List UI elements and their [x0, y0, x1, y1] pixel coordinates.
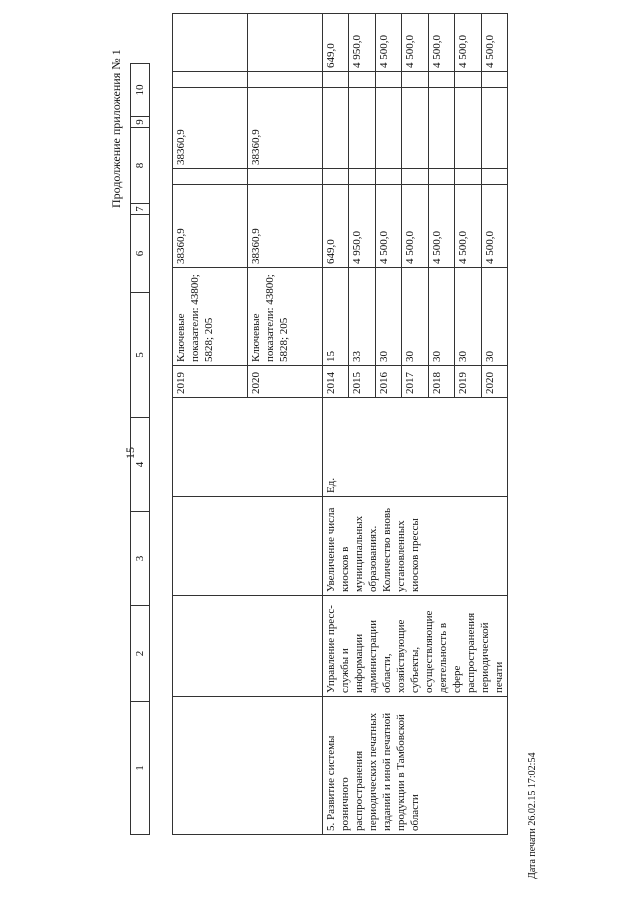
- data-table: [172, 13, 508, 835]
- cell-col8: [375, 88, 401, 169]
- cell-year: 2014: [323, 366, 349, 398]
- cell-empty: [173, 596, 323, 697]
- cell-indicator: Ключевые показатели: 43800; 5828; 205: [173, 268, 248, 366]
- table-row: [173, 14, 248, 835]
- cell-value: 15: [323, 268, 349, 366]
- cell-col9: [248, 72, 323, 88]
- cell-col9: [481, 72, 507, 88]
- continuation-label: Продолжение приложения № 1: [109, 49, 123, 208]
- cell-col7: [173, 169, 248, 185]
- table-row: [323, 14, 349, 835]
- section-name: 5. Развитие системы розничного распространения периодических печатных изданий и иной печатной продукции в Тамбовской области: [323, 697, 508, 835]
- cell-indicator: Ключевые показатели: 43800; 5828; 205: [248, 268, 323, 366]
- cell-col9: [173, 72, 248, 88]
- cell-col6: 38360,9: [248, 185, 323, 268]
- cell-col7: [375, 169, 401, 185]
- cell-empty: [173, 497, 323, 596]
- cell-col7: [349, 169, 375, 185]
- col-header-1: 1: [131, 702, 150, 835]
- cell-col9: [375, 72, 401, 88]
- cell-col7: [402, 169, 428, 185]
- cell-col8: [349, 88, 375, 169]
- cell-col8: [402, 88, 428, 169]
- cell-year: 2019: [455, 366, 481, 398]
- cell-col8: [323, 88, 349, 169]
- col-header-5: 5: [131, 293, 150, 418]
- cell-col9: [349, 72, 375, 88]
- column-header-row: [131, 64, 150, 835]
- page-number: 15: [123, 447, 137, 459]
- cell-col7: [428, 169, 454, 185]
- cell-col6: 4 500,0: [428, 185, 454, 268]
- cell-col8: 38360,9: [173, 88, 248, 169]
- col-header-7: 7: [131, 204, 150, 215]
- cell-col6: 4 500,0: [481, 185, 507, 268]
- cell-col8: [455, 88, 481, 169]
- cell-empty: [173, 398, 323, 497]
- cell-value: 30: [481, 268, 507, 366]
- cell-col7: [481, 169, 507, 185]
- col-header-9: 9: [131, 117, 150, 128]
- cell-col6: 4 950,0: [349, 185, 375, 268]
- cell-year: 2020: [248, 366, 323, 398]
- cell-col6: 38360,9: [173, 185, 248, 268]
- cell-col6: 4 500,0: [375, 185, 401, 268]
- cell-year: 2018: [428, 366, 454, 398]
- cell-col7: [323, 169, 349, 185]
- cell-empty: [173, 697, 323, 835]
- column-header-table: [130, 63, 150, 835]
- cell-col9: [323, 72, 349, 88]
- cell-col6: 4 500,0: [455, 185, 481, 268]
- cell-col6: 4 500,0: [402, 185, 428, 268]
- cell-value: 30: [428, 268, 454, 366]
- cell-col10: 4 500,0: [428, 14, 454, 72]
- cell-col9: [455, 72, 481, 88]
- col-header-4: 4: [131, 418, 150, 512]
- cell-col7: [248, 169, 323, 185]
- section-executor: Управление пресс-службы и информации администрации области, хозяйствующие субъекты, осуществляющие деятельность в сфере распространения периодической печати: [323, 596, 508, 697]
- section-indicator: Увеличение числа киосков в муниципальных образованиях. Количество вновь установленных киосков прессы: [323, 497, 508, 596]
- cell-col10: [248, 14, 323, 72]
- section-unit: Ед.: [323, 398, 508, 497]
- cell-col9: [402, 72, 428, 88]
- cell-year: 2017: [402, 366, 428, 398]
- cell-value: 30: [402, 268, 428, 366]
- cell-year: 2020: [481, 366, 507, 398]
- cell-col7: [455, 169, 481, 185]
- cell-value: 30: [375, 268, 401, 366]
- cell-year: 2015: [349, 366, 375, 398]
- cell-col10: 4 500,0: [455, 14, 481, 72]
- col-header-10: 10: [131, 64, 150, 117]
- col-header-6: 6: [131, 215, 150, 293]
- cell-year: 2016: [375, 366, 401, 398]
- cell-col6: 649,0: [323, 185, 349, 268]
- cell-col9: [428, 72, 454, 88]
- cell-col10: 4 950,0: [349, 14, 375, 72]
- cell-col10: 4 500,0: [481, 14, 507, 72]
- cell-col8: [428, 88, 454, 169]
- cell-col8: 38360,9: [248, 88, 323, 169]
- cell-col10: 649,0: [323, 14, 349, 72]
- cell-col10: 4 500,0: [375, 14, 401, 72]
- col-header-8: 8: [131, 128, 150, 204]
- cell-value: 30: [455, 268, 481, 366]
- col-header-3: 3: [131, 512, 150, 606]
- cell-value: 33: [349, 268, 375, 366]
- cell-col10: [173, 14, 248, 72]
- cell-col8: [481, 88, 507, 169]
- col-header-2: 2: [131, 606, 150, 702]
- cell-col10: 4 500,0: [402, 14, 428, 72]
- cell-year: 2019: [173, 366, 248, 398]
- print-date: Дата печати 26.02.15 17:02:54: [527, 752, 538, 879]
